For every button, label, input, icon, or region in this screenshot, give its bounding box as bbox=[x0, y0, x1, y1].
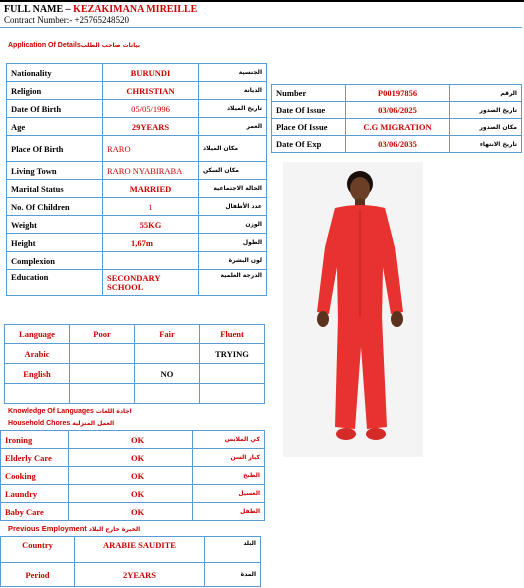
passport-label-ar: الرقم bbox=[450, 85, 522, 102]
language-level bbox=[70, 344, 135, 364]
personal-row bbox=[7, 118, 267, 136]
personal-row bbox=[7, 198, 267, 216]
divider bbox=[0, 27, 522, 28]
chores-table bbox=[0, 430, 265, 521]
personal-value bbox=[103, 252, 199, 270]
application-title bbox=[8, 42, 140, 49]
passport-row bbox=[272, 119, 522, 136]
personal-label: Religion bbox=[7, 82, 103, 100]
chore-label: Elderly Care bbox=[1, 449, 69, 467]
language-level bbox=[70, 364, 135, 384]
fullname-value: KEZAKIMANA MIREILLE bbox=[73, 4, 198, 15]
personal-row bbox=[7, 252, 267, 270]
passport-value: 03/06/2025 bbox=[346, 102, 450, 119]
passport-label: Place Of Issue bbox=[272, 119, 346, 136]
passport-table bbox=[271, 84, 522, 153]
personal-row bbox=[7, 234, 267, 252]
personal-table bbox=[6, 63, 267, 296]
personal-label: Place Of Birth bbox=[7, 136, 103, 162]
personal-label: Nationality bbox=[7, 64, 103, 82]
personal-label-ar: الجنسية bbox=[199, 64, 267, 82]
language-level bbox=[135, 384, 200, 404]
chores-title-en: Household Chores bbox=[8, 420, 71, 427]
chore-value: OK bbox=[69, 503, 193, 521]
language-level bbox=[200, 364, 265, 384]
personal-label: Complexion bbox=[7, 252, 103, 270]
passport-label: Date Of Issue bbox=[272, 102, 346, 119]
language-level: NO bbox=[135, 364, 200, 384]
personal-value: 05/05/1996 bbox=[103, 100, 199, 118]
personal-value: 55KG bbox=[103, 216, 199, 234]
language-name: Arabic bbox=[5, 344, 70, 364]
previous-title-ar: الخبرة خارج البلاد bbox=[88, 526, 141, 533]
language-header: Language bbox=[5, 325, 70, 344]
application-title-ar: بيانات صاحب الطلب bbox=[80, 42, 141, 49]
personal-value: 29YEARS bbox=[103, 118, 199, 136]
passport-label-ar: مكان الصدور bbox=[450, 119, 522, 136]
top-border bbox=[0, 0, 524, 2]
language-level bbox=[135, 344, 200, 364]
passport-label: Date Of Exp bbox=[272, 136, 346, 153]
language-level bbox=[200, 384, 265, 404]
personal-row bbox=[7, 136, 267, 162]
chore-row bbox=[1, 467, 265, 485]
passport-value: C.G MIGRATION bbox=[346, 119, 450, 136]
language-name bbox=[5, 384, 70, 404]
chore-row bbox=[1, 431, 265, 449]
personal-label-ar: العمر bbox=[199, 118, 267, 136]
chore-label-ar: كبار السن bbox=[193, 449, 265, 467]
language-level: TRYING bbox=[200, 344, 265, 364]
fullname-line bbox=[4, 4, 197, 15]
personal-label: Education bbox=[7, 270, 103, 296]
personal-row bbox=[7, 180, 267, 198]
personal-label: Marital Status bbox=[7, 180, 103, 198]
personal-row bbox=[7, 162, 267, 180]
chore-label-ar: الطفل bbox=[193, 503, 265, 521]
personal-label: Living Town bbox=[7, 162, 103, 180]
personal-label-ar: الطول bbox=[199, 234, 267, 252]
personal-row bbox=[7, 270, 267, 296]
chores-title-ar: العمل المنزلية bbox=[72, 420, 115, 427]
chore-value: OK bbox=[69, 485, 193, 503]
candidate-photo bbox=[283, 162, 423, 457]
personal-value: 1 bbox=[103, 198, 199, 216]
previous-value: 2YEARS bbox=[75, 563, 205, 587]
chore-row bbox=[1, 449, 265, 467]
previous-label-ar: البلد bbox=[205, 537, 261, 563]
language-header: Poor bbox=[70, 325, 135, 344]
previous-title-en: Previous Employment bbox=[8, 524, 87, 533]
personal-value: SECONDARY SCHOOL bbox=[103, 270, 199, 296]
personal-label: Age bbox=[7, 118, 103, 136]
personal-value: MARRIED bbox=[103, 180, 199, 198]
language-header-row bbox=[5, 325, 265, 344]
previous-value: ARABIE SAUDITE bbox=[75, 537, 205, 563]
chore-label-ar: الطبخ bbox=[193, 467, 265, 485]
person-figure bbox=[283, 162, 423, 457]
chore-label: Cooking bbox=[1, 467, 69, 485]
passport-value: 03/06/2035 bbox=[346, 136, 450, 153]
chore-label-ar: كي الملابس bbox=[193, 431, 265, 449]
personal-row bbox=[7, 82, 267, 100]
personal-value: 1,67m bbox=[103, 234, 199, 252]
personal-label-ar: مكان السكن bbox=[199, 162, 267, 180]
fullname-label: FULL NAME – bbox=[4, 4, 71, 15]
previous-label: Period bbox=[1, 563, 75, 587]
passport-row bbox=[272, 102, 522, 119]
chore-value: OK bbox=[69, 449, 193, 467]
personal-value: CHRISTIAN bbox=[103, 82, 199, 100]
passport-row bbox=[272, 136, 522, 153]
previous-row bbox=[1, 537, 261, 563]
chore-label: Laundry bbox=[1, 485, 69, 503]
passport-label-ar: تاريخ الانتهاء bbox=[450, 136, 522, 153]
application-title-en: Application Of Details bbox=[8, 42, 81, 49]
knowledge-title bbox=[8, 408, 132, 415]
language-level bbox=[70, 384, 135, 404]
passport-label-ar: تاريخ الصدور bbox=[450, 102, 522, 119]
language-name: English bbox=[5, 364, 70, 384]
personal-label-ar: لون البشرة bbox=[199, 252, 267, 270]
language-header: Fair bbox=[135, 325, 200, 344]
chore-row bbox=[1, 485, 265, 503]
language-header: Fluent bbox=[200, 325, 265, 344]
knowledge-title-en: Knowledge Of Languages bbox=[8, 408, 94, 415]
personal-row bbox=[7, 100, 267, 118]
language-table bbox=[4, 324, 265, 404]
previous-table bbox=[0, 536, 261, 587]
personal-label-ar: مكان الميلاد bbox=[199, 136, 267, 162]
personal-label: No. Of Children bbox=[7, 198, 103, 216]
personal-row bbox=[7, 216, 267, 234]
personal-label-ar: الدرجة العلمية bbox=[199, 270, 267, 296]
personal-label-ar: الحالة الاجتماعية bbox=[199, 180, 267, 198]
chore-label: Ironing bbox=[1, 431, 69, 449]
contract-number: Contract Number:- +25765248520 bbox=[4, 15, 130, 25]
personal-label: Date Of Birth bbox=[7, 100, 103, 118]
language-row bbox=[5, 364, 265, 384]
personal-row bbox=[7, 64, 267, 82]
chore-row bbox=[1, 503, 265, 521]
personal-label: Height bbox=[7, 234, 103, 252]
previous-row bbox=[1, 563, 261, 587]
language-row bbox=[5, 384, 265, 404]
previous-label: Country bbox=[1, 537, 75, 563]
passport-label: Number bbox=[272, 85, 346, 102]
chore-value: OK bbox=[69, 467, 193, 485]
chore-label-ar: الغسيل bbox=[193, 485, 265, 503]
chore-label: Baby Care bbox=[1, 503, 69, 521]
previous-title bbox=[8, 524, 140, 533]
personal-label-ar: الوزن bbox=[199, 216, 267, 234]
personal-value: RARO bbox=[103, 136, 199, 162]
chore-value: OK bbox=[69, 431, 193, 449]
knowledge-title-ar: اجادة اللغات bbox=[95, 408, 132, 415]
language-row bbox=[5, 344, 265, 364]
passport-row bbox=[272, 85, 522, 102]
personal-value: BURUNDI bbox=[103, 64, 199, 82]
personal-value: RARO NYABIRABA bbox=[103, 162, 199, 180]
passport-value: P00197856 bbox=[346, 85, 450, 102]
personal-label-ar: عدد الأطفال bbox=[199, 198, 267, 216]
personal-label-ar: تاريخ الميلاد bbox=[199, 100, 267, 118]
personal-label: Weight bbox=[7, 216, 103, 234]
previous-label-ar: المدة bbox=[205, 563, 261, 587]
chores-title bbox=[8, 420, 114, 427]
personal-label-ar: الديانة bbox=[199, 82, 267, 100]
